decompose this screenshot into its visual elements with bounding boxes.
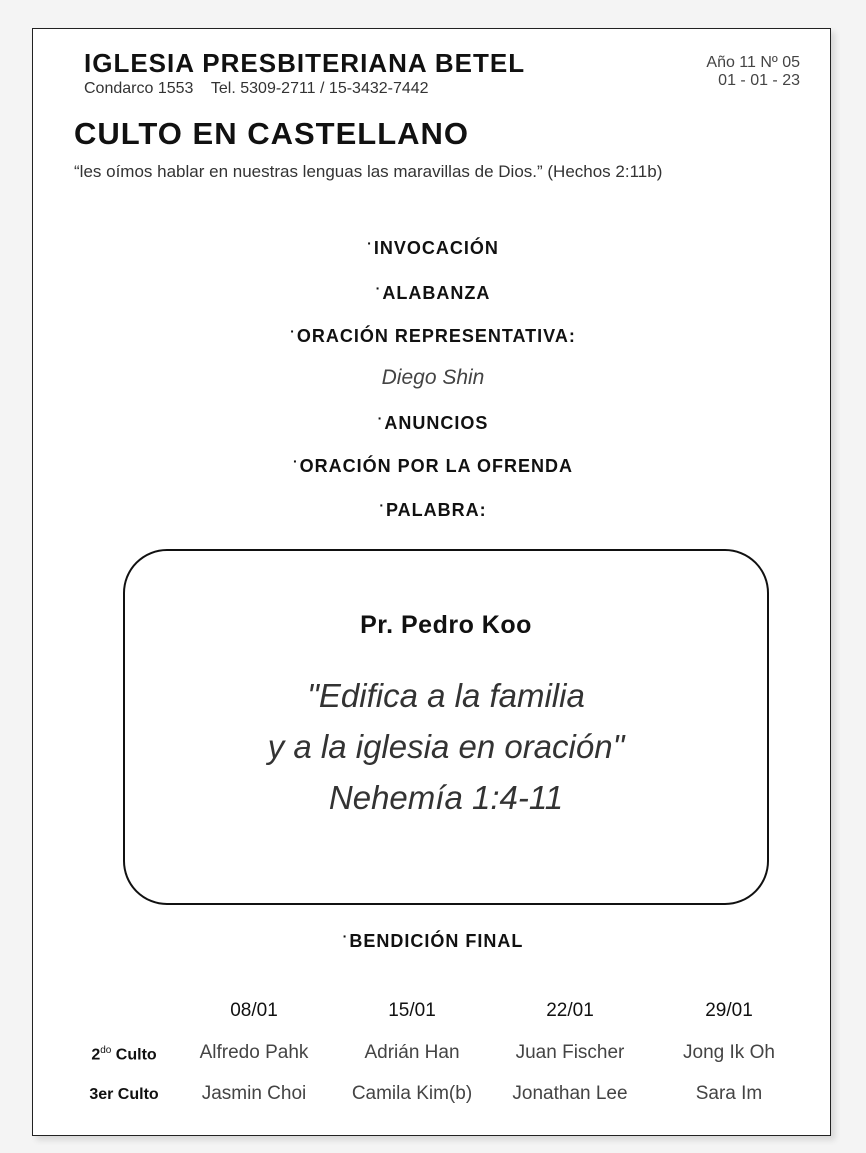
page-title: CULTO EN CASTELLANO <box>74 116 470 151</box>
bullet-dot: · <box>375 280 382 296</box>
label-text: Culto <box>111 1046 157 1064</box>
issue-date: 01 - 01 - 23 <box>718 72 800 89</box>
order-item-invocacion <box>0 235 866 259</box>
schedule-cell: Jonathan Lee <box>512 1083 628 1104</box>
order-label: ORACIÓN POR LA OFRENDA <box>299 456 573 476</box>
order-item-anuncios <box>0 410 866 434</box>
schedule-cell: Juan Fischer <box>515 1042 625 1063</box>
verse-quote: “les oímos hablar en nuestras lenguas las maravillas de Dios.” (Hechos 2:11b) <box>74 162 663 181</box>
oracion-person: Diego Shin <box>381 366 485 389</box>
label-number: 2 <box>91 1046 101 1064</box>
schedule-date: 15/01 <box>388 1000 436 1021</box>
sermon-title-line-1: "Edifica a la familia <box>307 677 585 714</box>
preacher-name: Pr. Pedro Koo <box>360 611 532 639</box>
schedule-cell: Jong Ik Oh <box>683 1042 775 1063</box>
schedule-cell: Sara Im <box>695 1083 763 1104</box>
schedule-cell: Adrián Han <box>364 1042 460 1063</box>
bullet-dot: · <box>342 928 349 944</box>
schedule-date: 22/01 <box>546 1000 594 1021</box>
sermon-title-line-2: y a la iglesia en oración" <box>267 728 625 765</box>
order-item-alabanza <box>0 280 866 304</box>
schedule-cell: Jasmin Choi <box>201 1083 307 1104</box>
issue-info <box>706 54 800 90</box>
order-label: BENDICIÓN FINAL <box>349 931 524 951</box>
order-label: ANUNCIOS <box>384 413 489 433</box>
bullet-dot: · <box>379 497 385 513</box>
order-label: PALABRA: <box>386 500 487 520</box>
bullet-dot: · <box>367 235 373 251</box>
sermon-reference: Nehemía 1:4-11 <box>328 779 564 816</box>
order-item-bendicion <box>0 928 866 952</box>
issue-number: Año 11 Nº 05 <box>706 54 800 71</box>
order-item-oracion-representativa <box>0 323 866 347</box>
bullet-dot: · <box>292 453 299 469</box>
schedule-row-label-3er: 3er Culto <box>89 1086 159 1103</box>
schedule-cell: Alfredo Pahk <box>199 1042 309 1063</box>
order-label: ALABANZA <box>382 283 491 303</box>
order-item-oracion-ofrenda <box>0 453 866 477</box>
bullet-dot: · <box>290 323 296 339</box>
church-address: Condarco 1553 Tel. 5309-2711 / 15-3432-7442 <box>84 80 429 97</box>
label-superscript: do <box>100 1045 112 1056</box>
order-label: INVOCACIÓN <box>373 238 499 258</box>
church-name: IGLESIA PRESBITERIANA BETEL <box>84 48 526 78</box>
schedule-row-label-2do <box>80 1045 168 1064</box>
sermon-box <box>123 549 769 905</box>
schedule-date: 29/01 <box>705 1000 753 1021</box>
schedule-cell: Camila Kim(b) <box>351 1083 473 1104</box>
order-item-palabra <box>0 497 866 521</box>
schedule-date: 08/01 <box>230 1000 278 1021</box>
order-label: ORACIÓN REPRESENTATIVA: <box>296 326 576 346</box>
bullet-dot: · <box>377 410 384 426</box>
